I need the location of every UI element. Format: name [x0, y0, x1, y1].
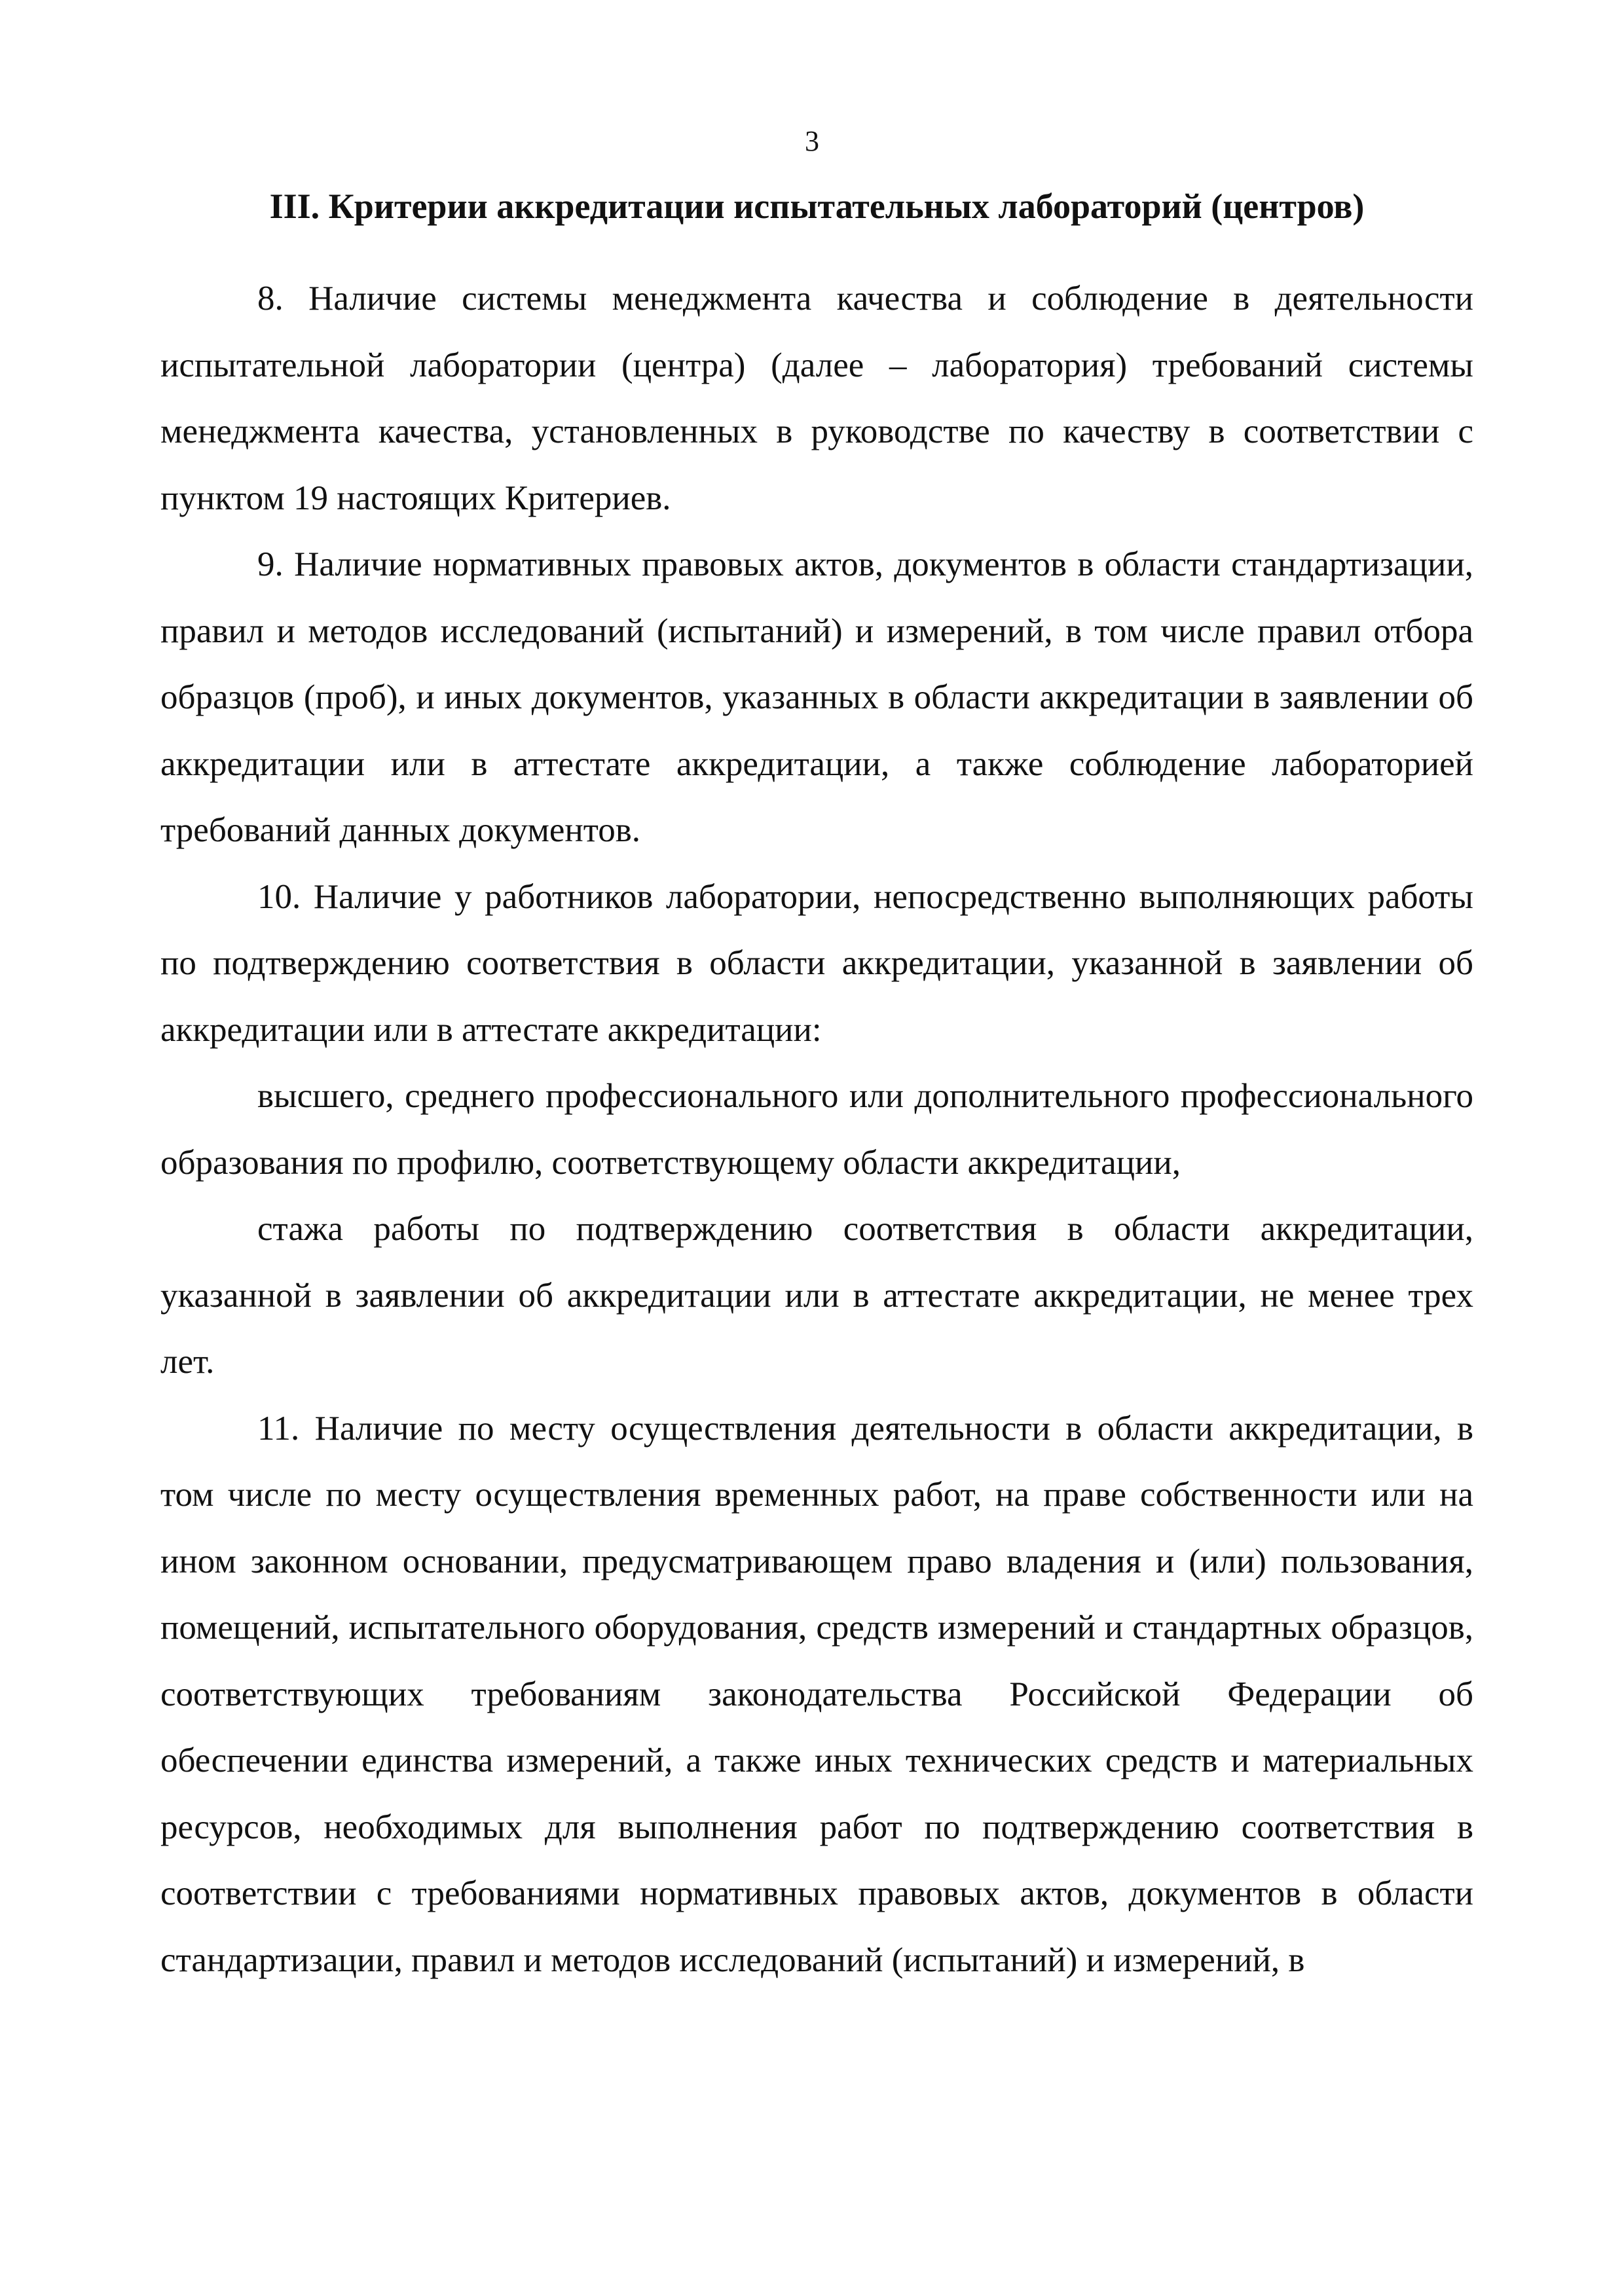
paragraph-item-8: 8. Наличие системы менеджмента качества и соблюдение в деятельности испытательной лаборатории (центра) (далее – лаборатория) требований системы менеджмента качества, установленных в руководстве по качеству в соответствии с пунктом 19 настоящих Критериев.: [160, 280, 1473, 517]
paragraph-education: высшего, среднего профессионального или дополнительного профессионального образования по профилю, соответствующему области аккредитации,: [160, 1077, 1473, 1182]
paragraph-item-9: 9. Наличие нормативных правовых актов, документов в области стандартизации, правил и методов исследований (испытаний) и измерений, в том числе правил отбора образцов (проб), и иных документов, указанных в области аккредитации в заявлении об аккредитации или в аттестате аккредитации, а также соблюдение лабораторией требований данных документов.: [160, 545, 1473, 849]
page-number: 3: [805, 125, 819, 157]
paragraph-item-11: 11. Наличие по месту осуществления деятельности в области аккредитации, в том числе по месту осуществления временных работ, на праве собственности или на ином законном основании, предусматривающем право владения и (или) пользования, помещений, испытательного оборудования, средств измерений и стандартных образцов, соответствующих требованиям законодательства Российской Федерации об обеспечении единства измерений, а также иных технических средств и материальных ресурсов, необходимых для выполнения работ по подтверждению соответствия в соответствии с требованиями нормативных правовых актов, документов в области стандартизации, правил и методов исследований (испытаний) и измерений, в: [160, 1409, 1473, 1979]
paragraph-item-10: 10. Наличие у работников лаборатории, непосредственно выполняющих работы по подтверждению соответствия в области аккредитации, указанной в заявлении об аккредитации или в аттестате аккредитации:: [160, 877, 1473, 1049]
body-text: [160, 266, 1473, 1994]
paragraph-experience: стажа работы по подтверждению соответствия в области аккредитации, указанной в заявлении об аккредитации или в аттестате аккредитации, не менее трех лет.: [160, 1210, 1473, 1381]
section-title: III. Критерии аккредитации испытательных лабораторий (центров): [269, 187, 1365, 226]
